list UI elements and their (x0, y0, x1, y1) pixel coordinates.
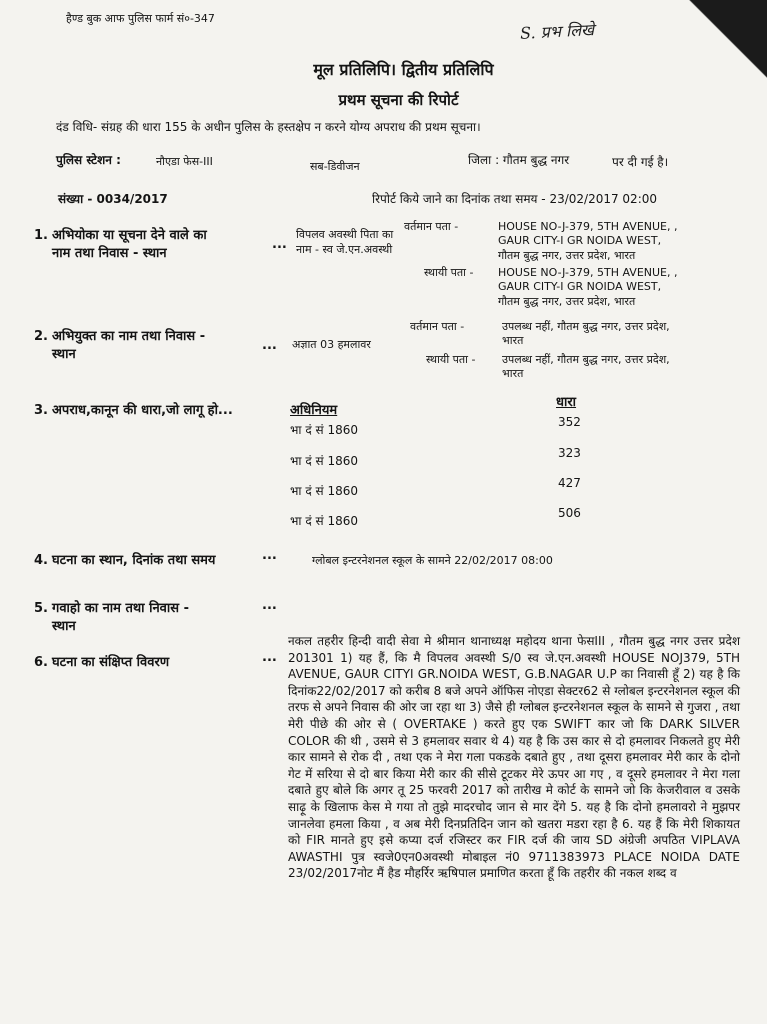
station-label: पुलिस स्टेशन : (56, 153, 121, 167)
heading-legal-note: दंड विधि- संग्रह की धारा 155 के अधीन पुलिस के हस्तक्षेप न करने योग्य अपराध की प्रथम सूचना। (56, 120, 481, 134)
law-row (290, 506, 630, 528)
section-1-title-line1: अभियोका या सूचना देने वाले का (52, 228, 207, 243)
section-5-dots: ... (262, 598, 277, 613)
law-row-act: भा दं सं 1860 (290, 454, 359, 468)
section-4-number: 4. (34, 553, 48, 568)
incident-narrative: नकल तहरीर हिन्दी वादी सेवा मे श्रीमान थानाध्यक्ष महोदय थाना फेसIII , गौतम बुद्ध नगर उत्तर प्रदेश 201301 1) यह हैं, कि मै विपलव अवस्थी S/0 स्व जे.एन.अवस्थी HOUSE NOJ379, 5TH AVENUE, GAUR CITYI GR.NOIDA WEST, G.B.NAGAR U.P का निवासी हूँ 2) यह है कि दिनांक22/02/2017 को करीब 8 बजे अपने ऑफिस नोएडा सेक्टर62 से ग्लोबल इन्टरनेशनल स्कूल की तरफ से अपने निवास की ओर जा रहा था 3) जैसे ही ग्लोबल इन्टरनेशनल स्कूल के सामने से गुजरा , तथा मेरी पीछे की ओर से ( OVERTAKE ) करते हुए एक SWIFT कार जो कि DARK SILVER COLOR की थी , उसमे से 3 हमलावर सवार थे 4) यह है कि उस कार से दो हमलावर निकलते हुए मेरी कार सामने से रोक दी , तथा एक ने मेरा गला पकडके दबाते हुए , तथा दूसरा हमलावर मेरी कार के दोनो गेट में सरिया से दो बार किया मेरी कार की सीसे टूटकर मेरे ऊपर आ गए , व दूसरे हमलावर ने मेरा गला दबाते हुए बोले कि अगर तू 25 फरवरी 2017 को तारीख मे कोर्ट के सामने जो कि केजरीवाल व उसके साढ़ू के खिलाफ केस मे गया तो तुझे मादरचोद जान से मार देंगे 5. यह है कि दोनो हमलावरो ने मुझपर जानलेवा हमला किया , व अब मेरी दिनप्रतिदिन जान को खतरा मडरा रहा है 6. यह हैं कि मेरी शिकायत को FIR मानते हुए इसे कप्या दर्ज रजिस्टर कर FIR दर्ज की जाय SD अंग्रेजी अपठित VIPLAVA AWASTHI पुत्र स्वजे0एन0अवस्थी मोबाइल नं0 9711383973 PLACE NOIDA DATE 23/02/2017नोट मैं हैड मौहर्रिर ऋषिपाल प्रमाणित करता हूँ कि तहरीर की नकल शब्द व (288, 634, 740, 881)
section-4-dots: ... (262, 548, 277, 563)
accused-permanent-line1: उपलब्ध नहीं, गौतम बुद्ध नगर, उत्तर प्रदेश, (502, 353, 670, 366)
accused-present-label: वर्तमान पता - (410, 320, 465, 333)
form-label: हैण्ड बुक आफ पुलिस फार्म सं०-347 (66, 12, 215, 25)
law-row-act: भा दं सं 1860 (290, 514, 359, 528)
present-address-line1: HOUSE NO-J-379, 5TH AVENUE, , (498, 220, 678, 233)
permanent-address-line2: GAUR CITY-I GR NOIDA WEST, (498, 280, 662, 294)
section-2-number: 2. (34, 329, 48, 344)
section-1-number: 1. (34, 228, 48, 243)
section-5-label (34, 600, 284, 635)
section-5-title-line1: गवाहो का नाम तथा निवास - (52, 601, 189, 616)
report-number: संख्या - 0034/2017 (58, 192, 168, 206)
heading-copy-type: मूल प्रतिलिपि। द्वितीय प्रतिलिपि (313, 60, 494, 79)
incident-place-datetime: ग्लोबल इन्टरनेशनल स्कूल के सामने 22/02/2017 08:00 (312, 554, 553, 567)
section-3-number: 3. (34, 403, 48, 418)
section-1-dots: ... (272, 237, 287, 252)
given-on-label: पर दी गई है। (612, 155, 669, 169)
law-row (290, 446, 630, 468)
section-2-title-line2: स्थान (52, 346, 76, 362)
section-6-label (34, 654, 284, 672)
informant-present-address (404, 220, 724, 270)
accused-permanent-label: स्थायी पता - (426, 353, 476, 366)
section-5-number: 5. (34, 601, 48, 616)
informant-name-line1: विपलव अवस्थी पिता का (296, 228, 394, 241)
section-5-title-line2: स्थान (52, 618, 76, 634)
law-row-act: भा दं सं 1860 (290, 423, 359, 437)
law-row (290, 415, 630, 437)
section-1-label (34, 227, 284, 262)
permanent-address-line3: गौतम बुद्ध नगर, उत्तर प्रदेश, भारत (498, 294, 636, 308)
law-row-act: भा दं सं 1860 (290, 484, 359, 498)
section-6-number: 6. (34, 655, 48, 670)
heading-fir-title: प्रथम सूचना की रिपोर्ट (338, 91, 459, 109)
permanent-address-line1: HOUSE NO-J-379, 5TH AVENUE, , (498, 266, 678, 279)
present-address-line3: गौतम बुद्ध नगर, उत्तर प्रदेश, भारत (498, 248, 636, 262)
permanent-address-label: स्थायी पता - (424, 266, 474, 279)
section-6-dots: ... (262, 650, 277, 665)
law-row-section: 323 (558, 446, 581, 460)
section-4-label (34, 552, 284, 570)
section-6-title: घटना का संक्षिप्त विवरण (52, 655, 170, 670)
station-value: नौएडा फेस-III (156, 155, 213, 168)
section-3-label (34, 402, 284, 420)
accused-present-line1: उपलब्ध नहीं, गौतम बुद्ध नगर, उत्तर प्रदेश, (502, 320, 670, 333)
present-address-label: वर्तमान पता - (404, 220, 459, 233)
present-address-line2: GAUR CITY-I GR NOIDA WEST, (498, 234, 662, 248)
law-row-section: 352 (558, 415, 581, 429)
accused-permanent-address (426, 353, 736, 383)
accused-present-line2: भारत (502, 334, 524, 348)
subdivision-label: सब-डिवीजन (310, 160, 360, 173)
accused-present-address (410, 320, 730, 350)
district-label: जिला : गौतम बुद्ध नगर (468, 153, 570, 167)
section-1-title-line2: नाम तथा निवास - स्थान (52, 245, 167, 261)
handwritten-signature: S. प्रभ लिखे (519, 20, 595, 43)
section-2-dots: ... (262, 338, 277, 353)
law-row-section: 506 (558, 506, 581, 520)
informant-permanent-address (424, 266, 724, 316)
act-column-header: अधिनियम (290, 403, 338, 418)
section-3-title: अपराध,कानून की धारा,जो लागू हो... (52, 403, 233, 418)
section-4-title: घटना का स्थान, दिनांक तथा समय (52, 553, 216, 568)
informant-name-line2: नाम - स्व जे.एन.अवस्थी (296, 243, 393, 256)
section-2-title-line1: अभियुक्त का नाम तथा निवास - (52, 329, 206, 344)
accused-value: अज्ञात 03 हमलावर (292, 338, 371, 351)
section-2-label (34, 328, 284, 363)
report-datetime: रिपोर्ट किये जाने का दिनांक तथा समय - 23/02/2017 02:00 (372, 192, 658, 206)
law-row-section: 427 (558, 476, 581, 490)
law-row (290, 476, 630, 498)
accused-permanent-line2: भारत (502, 367, 524, 381)
section-column-header: धारा (556, 395, 577, 410)
